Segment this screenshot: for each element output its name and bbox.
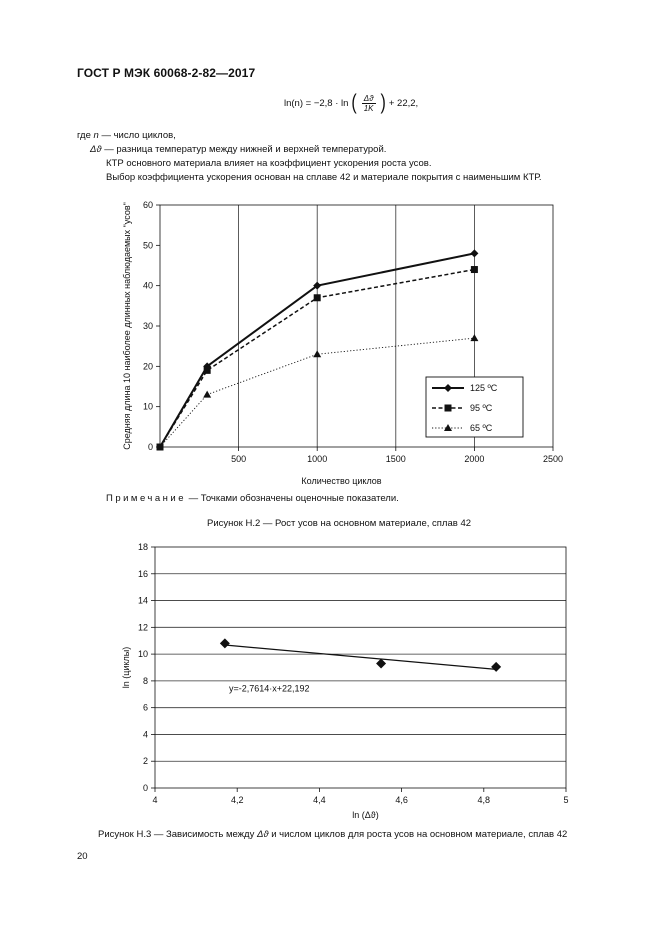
chart2-y-tick-label: 14 xyxy=(137,595,148,606)
figure-caption-h3-symbol: Δϑ xyxy=(256,829,269,840)
chart1-y-tick-label: 50 xyxy=(142,240,153,251)
chart1-y-ticks xyxy=(143,200,160,452)
chart2-x-tick-label: 4,8 xyxy=(477,795,491,805)
chart1-data-point xyxy=(470,334,478,341)
formula-paren-close: ) xyxy=(380,91,386,114)
chart1-x-tick-label: 2000 xyxy=(464,454,485,464)
chart1-y-tick-label: 20 xyxy=(142,361,153,372)
formula-rhs: + 22,2, xyxy=(388,98,419,109)
figure-note-label: Примечание xyxy=(106,493,186,504)
chart1-data-point xyxy=(203,391,211,398)
chart1-legend-marker xyxy=(445,405,452,412)
chart2-x-tick-label: 4 xyxy=(152,795,158,805)
chart2-x-tick-label: 5 xyxy=(563,795,569,805)
chart1-x-tick-label: 500 xyxy=(231,454,247,464)
chart2-x-axis-label: ln (Δϑ) xyxy=(352,810,379,820)
chart2-x-tick-label: 4,2 xyxy=(230,795,244,805)
figure-note xyxy=(106,493,399,504)
chart2-y-tick-label: 8 xyxy=(142,675,148,686)
formula-fraction-denominator: 1K xyxy=(363,104,374,113)
chart2-trendline-equation: y=-2,7614·x+22,192 xyxy=(228,683,310,694)
formula-fraction-numerator: Δϑ xyxy=(363,94,374,103)
paragraph-choice: Выбор коэффициента ускорения основан на сплаве 42 и материале покрытия с наименьшим КТР. xyxy=(106,172,542,183)
figure-note-text: — Точками обозначены оценочные показатели. xyxy=(188,493,399,504)
chart1-legend xyxy=(426,377,523,437)
chart2-y-tick-label: 12 xyxy=(137,622,148,633)
chart1-x-axis-label: Количество циклов xyxy=(301,476,382,486)
chart1-y-tick-label: 30 xyxy=(142,321,153,331)
figure-caption-h3-part2: и числом циклов для роста усов на основном материале, сплав 42 xyxy=(271,829,568,840)
chart2-y-tick-label: 10 xyxy=(137,649,148,660)
chart2-y-tick-label: 0 xyxy=(142,783,148,793)
chart1-x-tick-label: 1500 xyxy=(385,454,406,464)
chart1-y-tick-label: 60 xyxy=(142,200,153,210)
formula-paren-open: ( xyxy=(351,91,357,114)
definition-n xyxy=(77,130,176,141)
chart2-plot-area xyxy=(155,547,566,788)
chart1-data-point xyxy=(471,266,478,273)
chart1-legend-label: 65 ºС xyxy=(470,423,493,433)
formula-fraction xyxy=(360,94,378,113)
definition-symbol-n: n xyxy=(93,130,99,141)
chart2-y-tick-label: 16 xyxy=(137,568,148,579)
chart1-x-tick-label: 2500 xyxy=(542,454,564,464)
chart2-data-point xyxy=(491,662,501,672)
chart2-series xyxy=(220,638,501,671)
chart1-legend-label: 95 ºС xyxy=(470,403,493,413)
chart1-x-ticks xyxy=(231,447,563,464)
chart1-data-point xyxy=(204,367,211,374)
document-header: ГОСТ Р МЭК 60068-2-82—2017 xyxy=(77,66,256,80)
chart2-data-point xyxy=(220,638,230,648)
definition-text-delta: — разница температур между нижней и верхней температурой. xyxy=(104,144,387,155)
chart1-y-axis-label: Средняя длина 10 наиболее длинных наблюдаемых "усов" xyxy=(122,202,132,450)
chart-whisker-growth xyxy=(110,192,570,492)
chart2-y-axis-label: ln (циклы) xyxy=(121,646,131,689)
figure-caption-h2: Рисунок Н.2 — Рост усов на основном материале, сплав 42 xyxy=(207,518,472,529)
chart1-data-point xyxy=(313,350,321,357)
definition-symbol-delta: Δϑ xyxy=(90,144,102,155)
chart1-y-tick-label: 40 xyxy=(142,280,153,291)
chart1-data-point xyxy=(470,249,478,257)
chart2-data-point xyxy=(376,658,386,668)
chart2-y-ticks xyxy=(138,542,155,793)
chart2-y-tick-label: 18 xyxy=(137,542,148,552)
chart2-x-tick-label: 4,4 xyxy=(313,795,326,805)
paragraph-ktr: КТР основного материала влияет на коэффициент ускорения роста усов. xyxy=(106,158,432,169)
formula xyxy=(284,91,419,114)
figure-caption-h3 xyxy=(98,829,567,840)
chart2-y-tick-label: 6 xyxy=(142,702,148,713)
page-number: 20 xyxy=(77,851,88,862)
chart1-data-point xyxy=(314,294,321,301)
definition-prefix: где xyxy=(77,130,91,141)
chart2-x-ticks xyxy=(152,788,568,805)
chart1-y-tick-label: 0 xyxy=(147,442,153,452)
chart1-y-tick-label: 10 xyxy=(142,401,153,412)
chart1-legend-label: 125 ºС xyxy=(470,383,498,393)
chart2-x-tick-label: 4,6 xyxy=(395,795,408,805)
formula-lhs: ln(n) = −2,8 · ln xyxy=(284,98,349,109)
chart2-y-tick-label: 4 xyxy=(142,729,148,740)
chart2-gridlines xyxy=(155,574,566,761)
definition-text-n: — число циклов, xyxy=(101,130,176,141)
chart1-x-tick-label: 1000 xyxy=(307,454,328,464)
chart1-data-point xyxy=(157,444,164,451)
definition-delta xyxy=(90,144,386,155)
chart2-trendline xyxy=(225,645,496,669)
chart-log-relation xyxy=(110,536,580,824)
chart2-y-tick-label: 2 xyxy=(142,756,148,767)
figure-caption-h3-part1: Рисунок Н.3 — Зависимость между xyxy=(98,829,255,840)
